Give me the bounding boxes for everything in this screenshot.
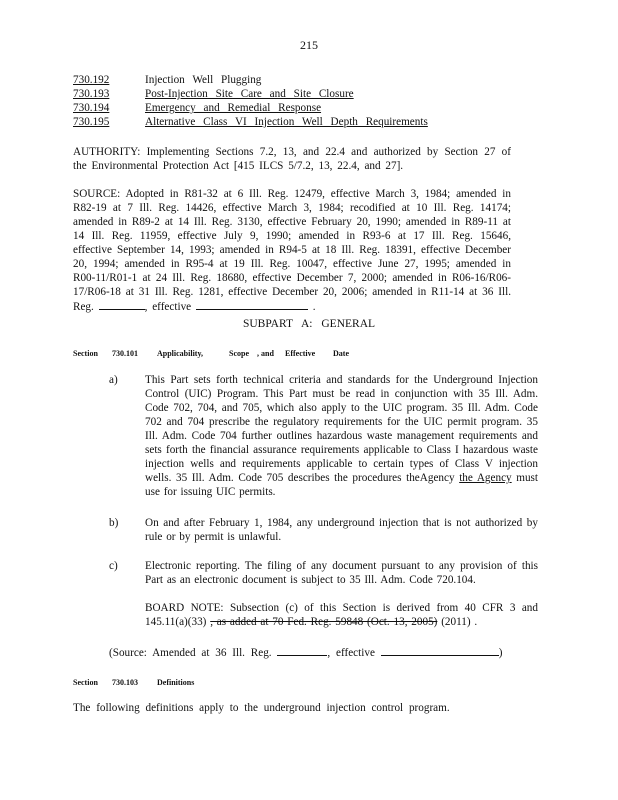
definitions-intro: The following definitions apply to the underground injection control program.: [73, 702, 450, 714]
authority-note: AUTHORITY: Implementing Sections 7.2, 13, and 22.4 and authorized by Section 27 of the Environmental Protection Act [415 ILCS 5/7.2, 13, 22.4, and 27].: [73, 146, 511, 172]
subsection-text-part: This Part sets forth technical criteria and standards for the Underground Injection Control (UIC) Program. This Part must be read in conjunction with 35 Ill. Adm. Code 702, 704, and 705, which also apply to the UIC program. 35 Ill. Adm. Code 702 and 704 prescribe the regulatory requirements for the UIC permit program. 35 Ill. Adm. Code 704 further outlines hazardous waste management requirements and sets forth the financial assurance requirements applicable to Class I hazardous waste injection wells and requirements applicable to certain types of Class V injection wells. 35 Ill. Adm. Code 705 describes the procedures theAgency: [145, 374, 538, 484]
page-number: 215: [300, 38, 318, 52]
section-number: 730.103: [112, 678, 138, 687]
struck-text: , as added at 70 Fed. Reg. 59848 (Oct. 13, 2005): [210, 616, 438, 628]
toc-section-number: 730.193: [73, 88, 110, 100]
toc-section-title: Injection Well Plugging: [145, 74, 262, 86]
source-effective-label: , effective: [144, 301, 192, 313]
section-label: Section: [73, 349, 98, 358]
source-amended-note: [109, 645, 502, 660]
source-effective-label: , effective: [327, 647, 375, 659]
toc-section-title: Emergency and Remedial Response: [145, 102, 322, 114]
blank-line: [196, 299, 308, 310]
section-label: Section: [73, 678, 98, 687]
blank-line: [277, 645, 327, 656]
section-title-part: Date: [333, 349, 349, 358]
section-title-part: , and: [257, 349, 274, 358]
toc-section-number: 730.194: [73, 102, 110, 114]
board-note: [145, 601, 538, 629]
board-note-text: BOARD NOTE: Subsection (c) of this Section is derived from 40 CFR 3 and 145.11(a)(33): [145, 602, 538, 628]
subpart-heading: SUBPART A: GENERAL: [242, 318, 376, 330]
board-note-end: (2011) .: [441, 616, 478, 628]
subsection-text-part: must use for issuing UIC permits.: [145, 472, 539, 498]
source-open: (Source:: [109, 647, 147, 659]
source-close: ): [498, 647, 503, 659]
source-end: .: [312, 301, 316, 313]
toc-section-number: 730.192: [73, 74, 110, 86]
source-amended-text: Amended at 36 Ill. Reg.: [152, 647, 272, 659]
section-title-part: Effective: [285, 349, 316, 358]
section-title-part: Scope: [229, 349, 249, 358]
toc-section-title: Post-Injection Site Care and Site Closure: [145, 88, 354, 100]
underlined-insertion: the Agency: [459, 472, 512, 484]
blank-line: [99, 299, 145, 310]
section-title: Definitions: [157, 678, 195, 687]
blank-line: [381, 645, 499, 656]
subsection-label: a): [109, 374, 118, 386]
subsection-text: Electronic reporting. The filing of any document pursuant to any provision of this Part as an electronic document is subject to 35 Ill. Adm. Code 720.104.: [145, 560, 538, 586]
subsection-label: c): [109, 560, 118, 572]
section-title-part: Applicability,: [157, 349, 204, 358]
source-text: SOURCE: Adopted in R81-32 at 6 Ill. Reg. 12479, effective March 3, 1984; amended in R82-19 at 7 Ill. Reg. 14426, effective March 3, 1984; recodified at 10 Ill. Reg. 14174; amended in R89-2 at 14 Ill. Reg. 3130, effective February 20, 1990; amended in R89-11 at 14 Ill. Reg. 11959, effective July 9, 1990; amended in R93-6 at 17 Ill. Reg. 15646, effective September 14, 1993; amended in R94-5 at 18 Ill. Reg. 18391, effective December 20, 1994; amended in R95-4 at 19 Ill. Reg. 10047, effective June 27, 1995; amended in R00-11/R01-1 at 24 Ill. Reg. 18680, effective December 7, 2000; amended in R06-16/R06-17/R06-18 at 31 Ill. Reg. 1281, effective December 20, 2006; amended in R11-14 at 36 Ill. Reg.: [73, 188, 511, 313]
subsection-text: [145, 373, 538, 499]
toc-section-number: 730.195: [73, 116, 110, 128]
subsection-text: On and after February 1, 1984, any underground injection that is not authorized by rule or by permit is unlawful.: [145, 517, 538, 543]
toc-section-title: Alternative Class VI Injection Well Depth Requirements: [145, 116, 428, 128]
section-number: 730.101: [112, 349, 138, 358]
subsection-label: b): [109, 517, 119, 529]
source-note: [73, 187, 511, 314]
